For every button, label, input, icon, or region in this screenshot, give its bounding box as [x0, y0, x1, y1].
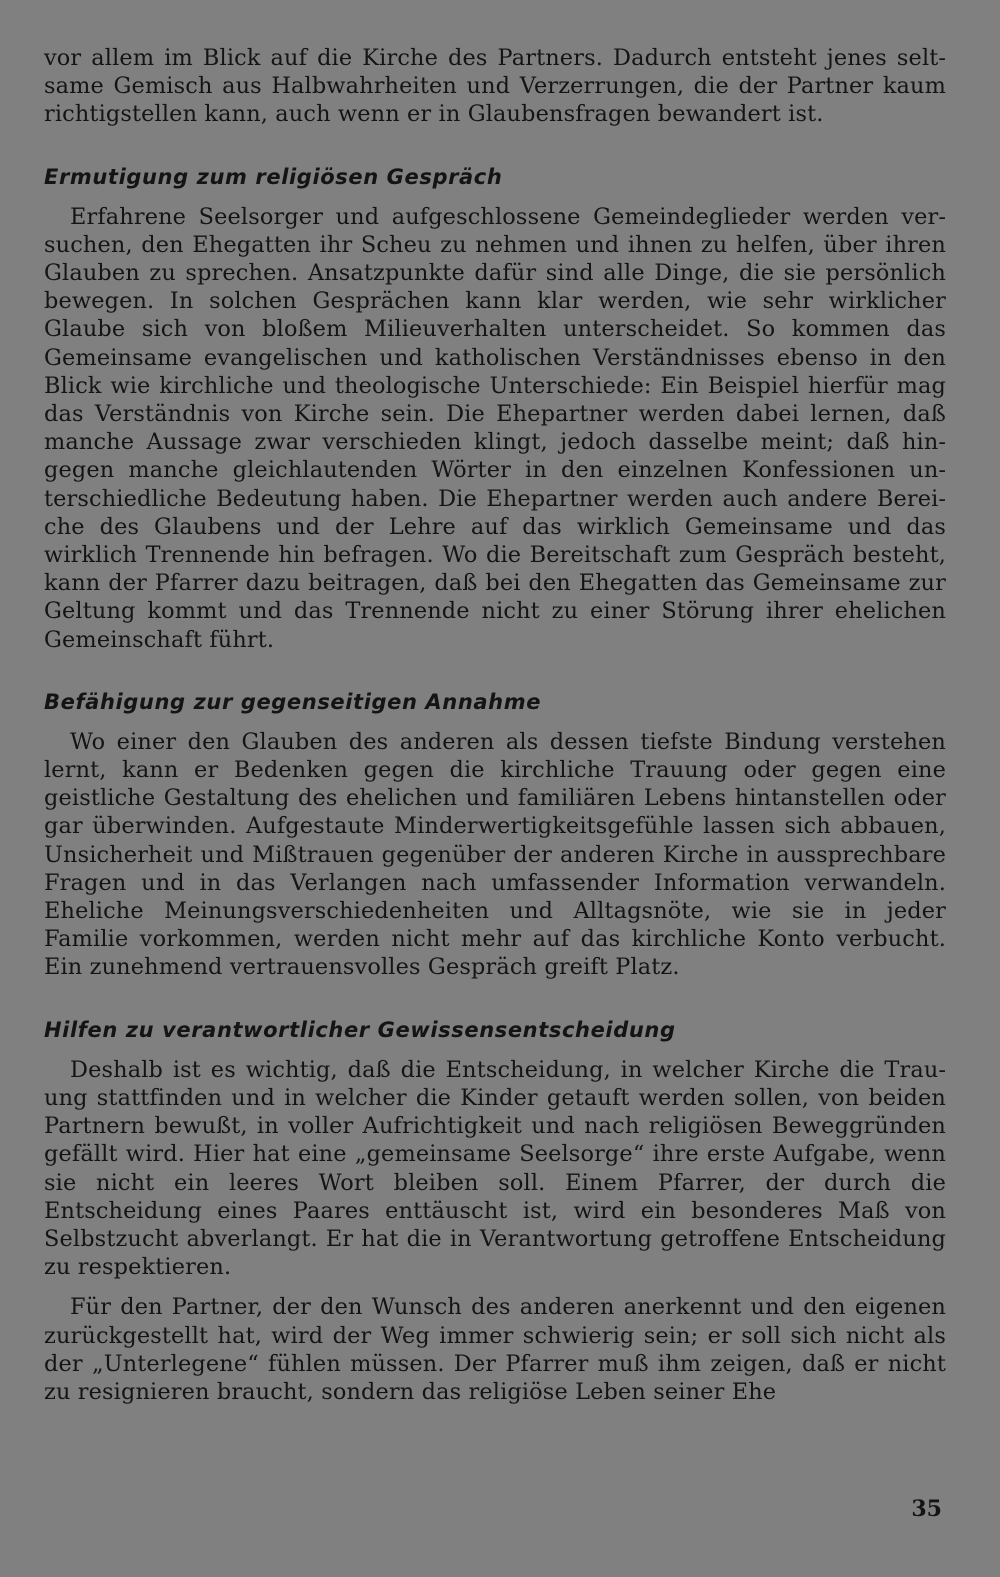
paragraph-hilfen-1: Deshalb ist es wichtig, daß die Entscheidung, in welcher Kirche die Trauung stattfinden und in welcher die Kinder getauft werden sollen, von beiden Partnern bewußt, in voller Aufrichtigkeit und nach religiösen Beweggründen gefällt wird. Hier hat eine „gemeinsame Seelsorge“ ihre erste Aufgabe, wenn sie nicht ein leeres Wort bleiben soll. Einem Pfarrer, der durch die Entscheidung eines Paares enttäuscht ist, wird ein besonderes Maß von Selbstzucht abverlangt. Er hat die in Verantwortung getroffene Entscheidung zu respektieren.	[44, 1056, 946, 1281]
book-page	[44, 44, 946, 1524]
paragraph-continuation: vor allem im Blick auf die Kirche des Partners. Dadurch entsteht jenes seltsame Gemisch aus Halbwahrheiten und Verzerrungen, die der Partner kaum richtigstellen kann, auch wenn er in Glaubensfragen bewandert ist.	[44, 45, 946, 128]
page-number: 35	[911, 1496, 942, 1522]
section-heading-befaehigung: Befähigung zur gegenseitigen Annahme	[44, 689, 542, 714]
paragraph-befaehigung: Wo einer den Glauben des anderen als dessen tiefste Bindung verstehen lernt, kann er Bedenken gegen die kirchliche Trauung oder gegen eine geistliche Gestaltung des ehelichen und familiären Lebens hintanstellen oder gar überwinden. Aufgestaute Minderwertigkeitsgefühle lassen sich abbauen, Unsicherheit und Mißtrauen gegenüber der anderen Kirche in aussprechbare Fragen und in das Verlangen nach umfassender Information verwandeln. Eheliche Meinungsverschiedenheiten und Alltagsnöte, wie sie in jeder Familie vorkommen, werden nicht mehr auf das kirchliche Konto verbucht. Ein zunehmend vertrauensvolles Gespräch greift Platz.	[44, 728, 946, 981]
section-heading-hilfen: Hilfen zu verantwortlicher Gewissensentscheidung	[44, 1017, 676, 1042]
section-heading-ermutigung: Ermutigung zum religiösen Gespräch	[44, 164, 503, 189]
paragraph-ermutigung: Erfahrene Seelsorger und aufgeschlossene Gemeindeglieder werden versuchen, den Ehegatten ihr Scheu zu nehmen und ihnen zu helfen, über ihren Glauben zu sprechen. Ansatzpunkte dafür sind alle Dinge, die sie persönlich bewegen. In solchen Gesprächen kann klar werden, wie sehr wirklicher Glaube sich von bloßem Milieuverhalten unterscheidet. So kommen das Gemeinsame evangelischen und katholischen Verständnisses ebenso in den Blick wie kirchliche und theologische Unterschiede: Ein Beispiel hierfür mag das Verständnis von Kirche sein. Die Ehepartner werden dabei lernen, daß manche Aussage zwar verschieden klingt, jedoch dasselbe meint; daß hingegen manche gleichlautenden Wörter in den einzelnen Konfessionen unterschiedliche Bedeutung haben. Die Ehepartner werden auch andere Bereiche des Glaubens und der Lehre auf das wirklich Gemeinsame und das wirklich Trennende hin befragen. Wo die Bereitschaft zum Gespräch besteht, kann der Pfarrer dazu beitragen, daß bei den Ehegatten das Gemeinsame zur Geltung kommt und das Trennende nicht zu einer Störung ihrer ehelichen Gemeinschaft führt.	[44, 203, 946, 653]
paragraph-hilfen-2: Für den Partner, der den Wunsch des anderen anerkennt und den eigenen zurückgestellt hat, wird der Weg immer schwierig sein; er soll sich nicht als der „Unterlegene“ fühlen müssen. Der Pfarrer muß ihm zeigen, daß er nicht zu resignieren braucht, sondern das religiöse Leben seiner Ehe	[44, 1294, 946, 1405]
